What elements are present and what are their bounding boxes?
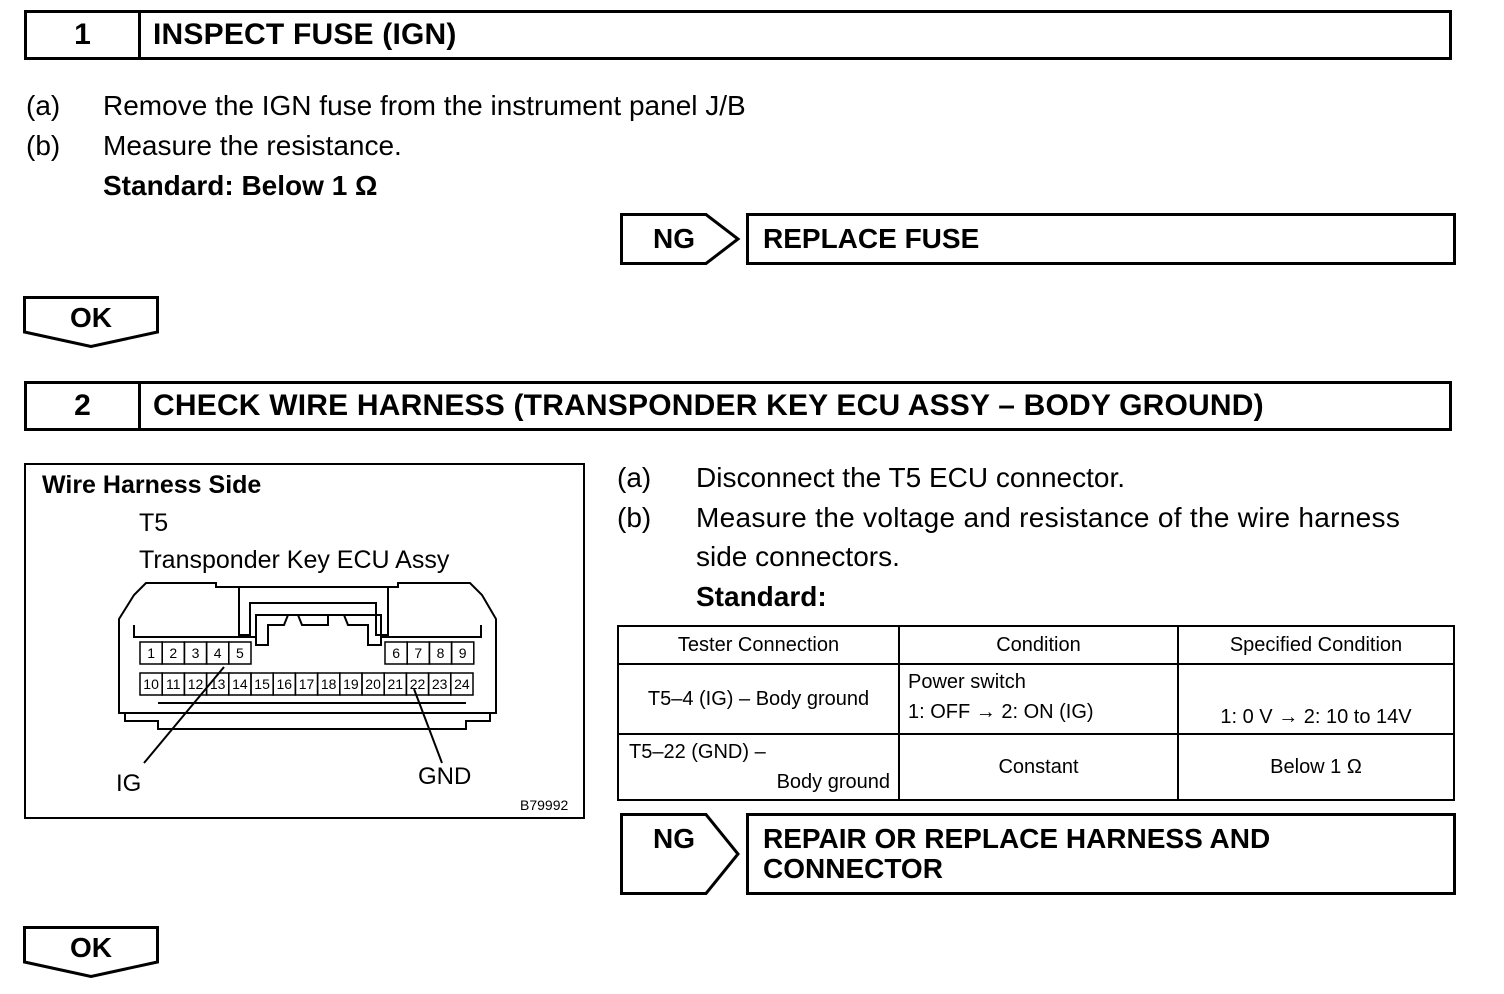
ng-action-box: [746, 813, 1456, 895]
ng-tag: [620, 213, 742, 265]
ok-tag: [23, 296, 159, 348]
connector-name: Transponder Key ECU Assy: [139, 546, 450, 574]
pin-number: 22: [409, 676, 426, 692]
condition-line: 1: OFF → 2: ON (IG): [908, 701, 1094, 723]
ng-action-line: CONNECTOR: [763, 853, 943, 884]
pin-number: 14: [232, 676, 248, 692]
pin-number: 11: [166, 676, 181, 692]
pin-number: 2: [169, 645, 178, 661]
item-text-continued: side connectors.: [696, 541, 900, 572]
figure-code: B79992: [520, 797, 569, 813]
ng-tag: [620, 813, 742, 895]
pin-number: 19: [343, 676, 359, 692]
ng-action-line: REPAIR OR REPLACE HARNESS AND: [763, 823, 1271, 854]
item-letter: (b): [617, 502, 652, 533]
standard-value: Standard: Below 1 Ω: [103, 170, 378, 201]
pin-number: 17: [298, 676, 315, 692]
col-header: Condition: [899, 626, 1178, 664]
pin-number: 10: [143, 676, 159, 692]
ng-action-box: [746, 213, 1456, 265]
pin-number: 18: [320, 676, 337, 692]
step-title: CHECK WIRE HARNESS (TRANSPONDER KEY ECU ASSY – BODY GROUND): [153, 389, 1264, 422]
item-letter: (a): [617, 462, 652, 493]
specified-cell: Below 1 Ω: [1178, 734, 1454, 800]
pin-number: 16: [276, 676, 293, 692]
col-header: Specified Condition: [1178, 626, 1454, 664]
pin-number: 6: [392, 645, 400, 661]
item-letter: (a): [26, 90, 61, 121]
pin-number: 15: [254, 676, 270, 692]
pin-number: 8: [436, 645, 445, 661]
pin-number: 9: [458, 645, 467, 661]
pin-number: 24: [454, 676, 470, 692]
pin-number: 1: [147, 645, 155, 661]
item-text: Measure the voltage and resistance of the wire harness: [696, 502, 1401, 533]
tester-line: T5–22 (GND) –: [629, 741, 766, 763]
item-letter: (b): [26, 130, 61, 161]
ng-action: REPLACE FUSE: [763, 223, 980, 254]
item-text: Remove the IGN fuse from the instrument panel J/B: [103, 90, 746, 121]
pin-number: 23: [431, 676, 448, 692]
col-header: Tester Connection: [618, 626, 899, 664]
pin-number: 7: [414, 645, 423, 661]
condition-cell: Constant: [899, 734, 1178, 800]
spec-table: [617, 625, 1455, 801]
figure-heading: Wire Harness Side: [42, 471, 262, 499]
step-title: INSPECT FUSE (IGN): [153, 18, 457, 51]
step-number: 1: [27, 13, 141, 57]
tester-line: Body ground: [776, 771, 890, 793]
pin-number: 5: [235, 645, 244, 661]
ok-tag: [23, 926, 159, 978]
ng-label: NG: [653, 823, 695, 854]
pin-number: 21: [387, 676, 404, 692]
table-header-row: [618, 626, 1454, 664]
ig-label: IG: [116, 770, 142, 797]
standard-label: Standard:: [696, 581, 827, 612]
ng-label: NG: [653, 223, 695, 254]
ok-label: OK: [70, 302, 112, 333]
step-1-header: [24, 10, 1452, 60]
item-text: Disconnect the T5 ECU connector.: [696, 462, 1126, 493]
connector-figure: [24, 463, 585, 819]
tester-cell: [618, 734, 899, 800]
gnd-label: GND: [418, 763, 472, 790]
pin-number: 3: [191, 645, 200, 661]
pin-number: 13: [209, 676, 226, 692]
tester-cell: T5–4 (IG) – Body ground: [618, 664, 899, 734]
ok-label: OK: [70, 932, 112, 963]
connector-drawing: [26, 465, 583, 817]
pin-number: 20: [365, 676, 381, 692]
connector-id: T5: [139, 509, 169, 537]
condition-line: Power switch: [908, 671, 1026, 693]
step-2-header: [24, 381, 1452, 431]
pin-number: 4: [213, 645, 222, 661]
specified-cell: 1: 0 V → 2: 10 to 14V: [1178, 664, 1454, 734]
table-row: [618, 734, 1454, 800]
item-text: Measure the resistance.: [103, 130, 402, 161]
condition-cell: [899, 664, 1178, 734]
step-number: 2: [27, 384, 141, 428]
table-row: [618, 664, 1454, 734]
pin-number: 12: [187, 676, 204, 692]
